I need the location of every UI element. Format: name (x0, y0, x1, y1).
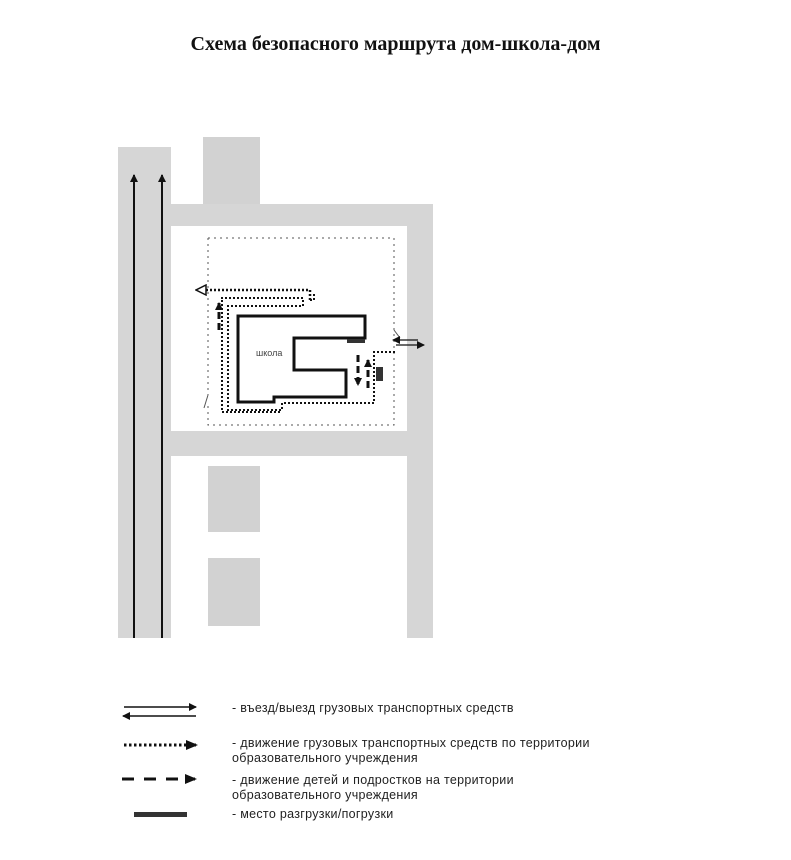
main-road (118, 147, 171, 638)
building-south-1 (208, 466, 260, 532)
school-building (238, 316, 365, 402)
building-south-2 (208, 558, 260, 626)
road-north (171, 204, 433, 226)
road-south (171, 431, 433, 456)
legend-truck-movement: - движение грузовых транспортных средств по территории образовательного учреждения (232, 736, 590, 765)
legend-entry-exit: - въезд/выезд грузовых транспортных средств (232, 701, 514, 715)
unloading-place-2 (376, 367, 383, 381)
road-east (407, 204, 433, 638)
legend-unloading: - место разгрузки/погрузки (232, 807, 394, 821)
diagram-title: Схема безопасного маршрута дом-школа-дом (190, 33, 601, 55)
school-label: школа (256, 348, 283, 358)
unloading-place (347, 339, 365, 343)
building-north (203, 137, 260, 204)
legend-symbol-entry-exit (123, 707, 196, 716)
legend-symbol-unloading (134, 812, 187, 817)
legend-children-movement: - движение детей и подростков на территории образовательного учреждения (232, 773, 514, 802)
